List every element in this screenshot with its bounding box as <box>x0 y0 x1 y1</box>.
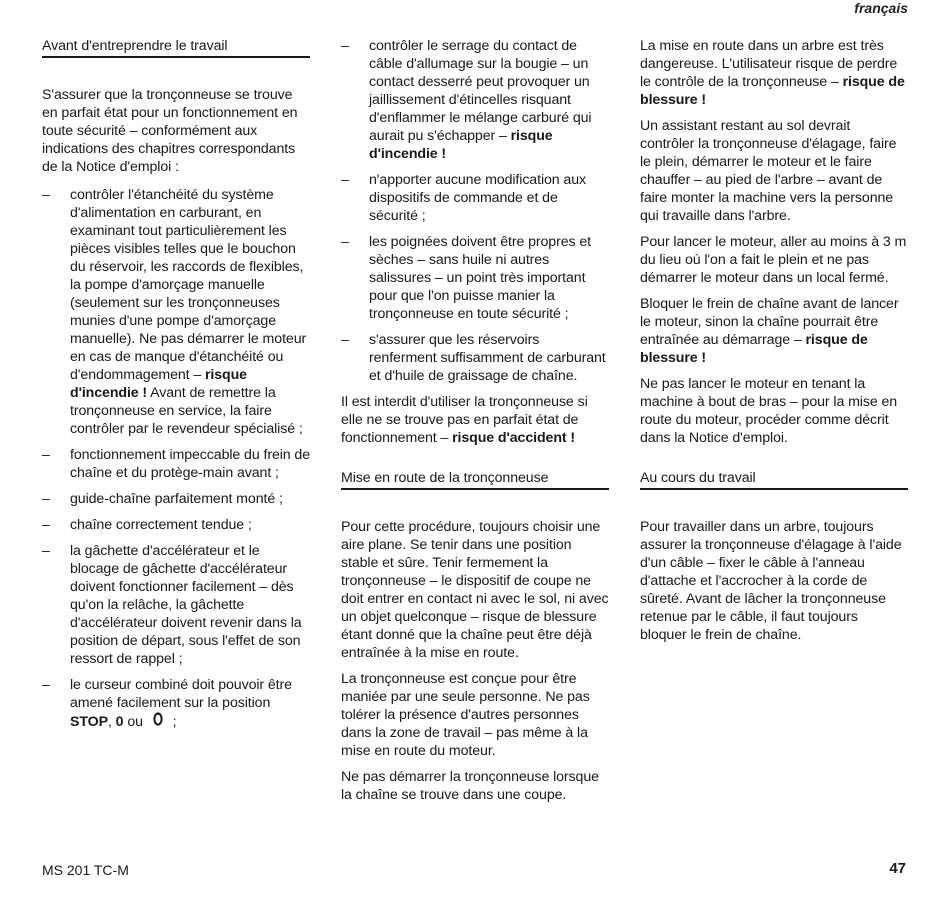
dash-bullet: – <box>42 447 50 463</box>
dash-bullet: – <box>341 38 349 54</box>
column-3 <box>640 37 908 652</box>
prohibition-paragraph <box>341 393 609 447</box>
item-text: n'apporter aucune modification aux dispositifs de commande et de sécurité ; <box>369 172 586 224</box>
zero-label: 0 <box>115 714 124 730</box>
model-number: MS 201 TC-M <box>42 862 129 878</box>
checklist <box>42 186 310 731</box>
section-heading-starting: Mise en route de la tronçonneuse <box>341 469 609 490</box>
choke-symbol-graphic <box>153 712 163 726</box>
dash-bullet: – <box>341 332 349 348</box>
item-text: le curseur combiné doit pouvoir être amené facilement sur la position <box>70 677 292 711</box>
item-text: contrôler l'étanchéité du système d'alimentation en carburant, en examinant tout particulièrement les pièces visibles telles que le bouchon du réservoir, les raccords de flexibles, la pompe d'amorçage manuelle (seulement sur les tronçonneuses munies d'une pompe d'amorçage manuelle). Ne pas démarrer le moteur en cas de manque d'étanchéité ou d'endommagement – <box>70 187 307 383</box>
paragraph <box>640 37 908 109</box>
list-item <box>341 171 609 225</box>
dash-bullet: – <box>42 187 50 203</box>
list-item <box>42 516 310 534</box>
list-item <box>341 233 609 323</box>
item-text: ou <box>127 714 143 730</box>
dash-bullet: – <box>42 677 50 693</box>
item-text: Avant de remettre la tronçonneuse en service, la faire contrôler par le revendeur spécialisé ; <box>70 385 303 437</box>
page-number: 47 <box>889 860 906 877</box>
paragraph: Ne pas démarrer la tronçonneuse lorsque la chaîne se trouve dans une coupe. <box>341 769 599 803</box>
checklist-continued <box>341 37 609 385</box>
list-item <box>42 542 310 668</box>
separator: , <box>107 714 112 730</box>
dash-bullet: – <box>42 543 50 559</box>
stop-label: STOP <box>70 714 108 730</box>
list-item <box>42 676 310 731</box>
list-item <box>42 490 310 508</box>
language-label: français <box>854 0 908 16</box>
list-item <box>341 331 609 385</box>
intro-paragraph: S'assurer que la tronçonneuse se trouve en parfait état pour un fonctionnement en toute sécurité – conformément aux indications des chapitres correspondants de la Notice d'emploi : <box>42 87 298 175</box>
paragraph: Pour cette procédure, toujours choisir une aire plane. Se tenir dans une position stable et sûre. Tenir fermement la tronçonneuse – le dispositif de coupe ne doit entrer en contact ni avec le sol, ni avec un objet quelconque – risque de blessure étant donné que la chaîne peut être déjà entraînée à la mise en route. <box>341 519 609 661</box>
dash-bullet: – <box>42 491 50 507</box>
item-text: chaîne correctement tendue ; <box>70 517 252 533</box>
column-1 <box>42 37 310 739</box>
item-text: la gâchette d'accélérateur et le blocage de gâchette d'accélérateur doivent fonctionner facilement – dès qu'on la relâche, la gâchette d'accélérateur doivent revenir dans la position de départ, sous l'effet de son ressort de rappel ; <box>70 543 302 667</box>
paragraph: Ne pas lancer le moteur en tenant la machine à bout de bras – pour la mise en route du moteur, procéder comme décrit dans la Notice d'emploi. <box>640 376 898 446</box>
paragraph-text: La mise en route dans un arbre est très dangereuse. L'utilisateur risque de perdre le contrôle de la tronçonneuse – <box>640 38 898 90</box>
paragraph-text: Bloquer le frein de chaîne avant de lancer le moteur, sinon la chaîne pourrait être entraînée au démarrage – <box>640 296 899 348</box>
column-2 <box>341 37 609 812</box>
warning-text: risque d'accident ! <box>452 430 575 446</box>
dash-bullet: – <box>42 517 50 533</box>
paragraph <box>640 295 908 367</box>
dash-bullet: – <box>341 172 349 188</box>
warning-text: risque de blessure ! <box>640 332 868 366</box>
item-text: s'assurer que les réservoirs renferment suffisamment de carburant et d'huile de graissage de chaîne. <box>369 332 606 384</box>
list-item <box>42 446 310 482</box>
list-item <box>341 37 609 163</box>
section-heading-before-work: Avant d'entreprendre le travail <box>42 37 310 58</box>
paragraph: Pour travailler dans un arbre, toujours assurer la tronçonneuse d'élagage à l'aide d'un câble – fixer le câble à l'anneau d'attache et l'accrocher à la corde de sûreté. Avant de lâcher la tronçonneuse retenue par le câble, il faut toujours bloquer le frein de chaîne. <box>640 519 902 643</box>
item-text: guide-chaîne parfaitement monté ; <box>70 491 283 507</box>
section-heading-during-work: Au cours du travail <box>640 469 908 490</box>
warning-text: risque d'incendie ! <box>70 367 247 401</box>
dash-bullet: – <box>341 234 349 250</box>
warning-text: risque de blessure ! <box>640 74 905 108</box>
item-text: contrôler le serrage du contact de câble d'allumage sur la bougie – un contact desserré peut provoquer un jaillissement d'étincelles risquant d'enflammer le mélange carburé qui aurait pu s'échapper – <box>369 38 592 144</box>
choke-symbol-icon <box>153 712 163 731</box>
list-item <box>42 186 310 438</box>
paragraph: Pour lancer le moteur, aller au moins à 3 m du lieu où l'on a fait le plein et ne pas démarrer le moteur dans un local fermé. <box>640 234 907 286</box>
warning-text: risque d'incendie ! <box>369 128 553 162</box>
paragraph: Un assistant restant au sol devrait contrôler la tronçonneuse d'élagage, faire le plein, démarrer le moteur et le faire chauffer – au pied de l'arbre – avant de faire monter la machine vers la personne qui travaille dans l'arbre. <box>640 118 897 224</box>
paragraph: La tronçonneuse est conçue pour être maniée par une seule personne. Ne pas tolérer la présence d'autres personnes dans la zone de travail – pas même à la mise en route du moteur. <box>341 671 590 759</box>
paragraph-text: Il est interdit d'utiliser la tronçonneuse si elle ne se trouve pas en parfait état de fonctionnement – <box>341 394 588 446</box>
item-text: fonctionnement impeccable du frein de chaîne et du protège-main avant ; <box>70 447 311 481</box>
item-text: ; <box>172 714 177 730</box>
item-text: les poignées doivent être propres et sèches – sans huile ni autres salissures – un point très important pour que l'on puisse manier la tronçonneuse en toute sécurité ; <box>369 234 591 322</box>
